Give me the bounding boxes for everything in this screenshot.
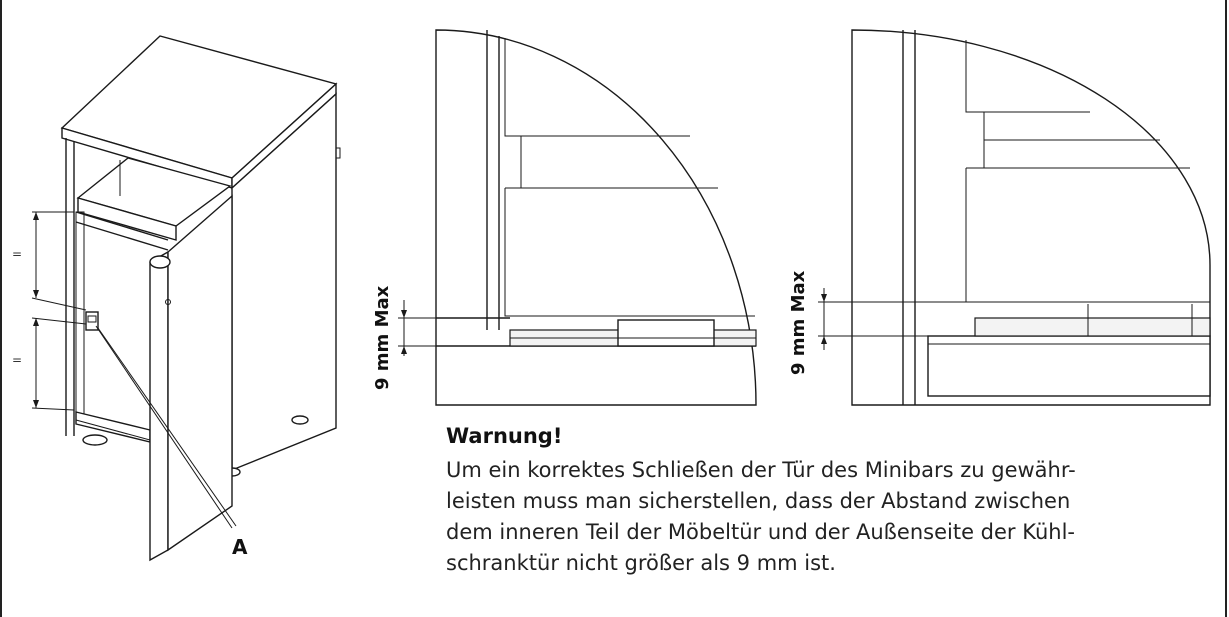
cabinet-door-panel (168, 196, 232, 550)
callout-label-a: A (232, 535, 248, 559)
cabinet-foot-front (83, 435, 107, 445)
equal-mark-bottom: = (12, 353, 23, 367)
warning-text (446, 455, 1216, 579)
fridge-frame-left (76, 212, 84, 422)
warning-line: dem inneren Teil der Möbeltür und der Außenseite der Kühl- (446, 520, 1075, 544)
equal-mark-top: = (12, 247, 23, 261)
detail-left-gasket (618, 320, 714, 346)
warning-line: Um ein korrektes Schließen der Tür des Minibars zu gewähr- (446, 458, 1076, 482)
cabinet-foot-back (292, 416, 308, 424)
warning-title: Warnung! (446, 424, 563, 448)
warning-line: leisten muss man sicherstellen, dass der Abstand zwischen (446, 489, 1071, 513)
detail-left-dim-label: 9 mm Max (372, 285, 393, 390)
detail-left-frame (436, 30, 756, 405)
detail-right-base (928, 336, 1210, 396)
detail-left (372, 30, 756, 405)
detail-right-door-strip (975, 318, 1210, 336)
cabinet-illustration (12, 36, 340, 560)
warning-line: schranktür nicht größer als 9 mm ist. (446, 551, 836, 575)
detail-right (788, 30, 1210, 405)
detail-right-dim-label: 9 mm Max (788, 270, 809, 375)
door-hinge-top (150, 256, 170, 268)
